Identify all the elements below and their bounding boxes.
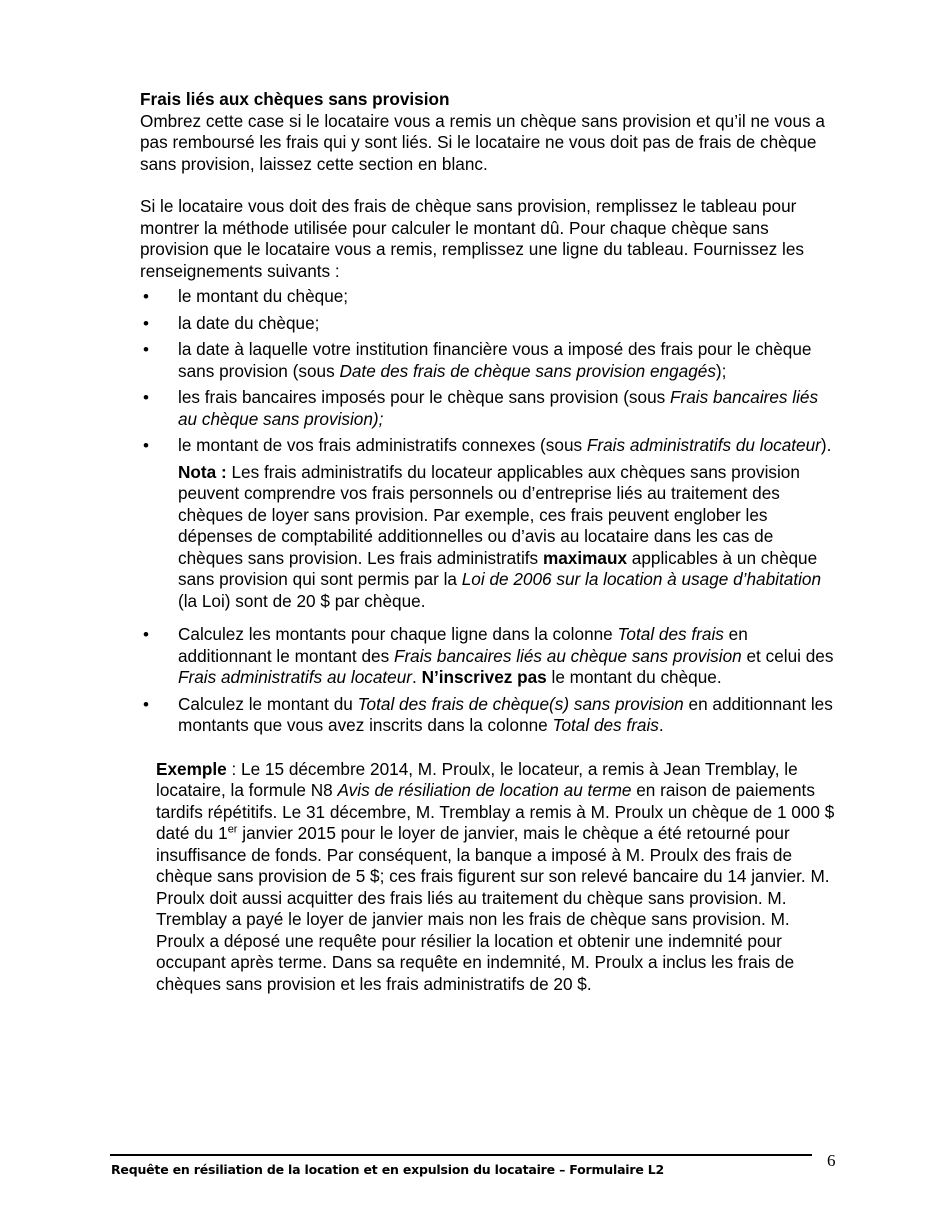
bullet-text: );	[715, 360, 727, 381]
bullet-italic-text: Total des frais	[552, 715, 659, 735]
calc-bullet-list	[140, 624, 840, 737]
bullet-text: et celui des	[741, 645, 834, 666]
bullet-fee-date	[140, 339, 840, 382]
bullet-italic-text: Frais bancaires liés au chèque sans provision);	[178, 387, 819, 429]
bullet-text: le montant du chèque.	[546, 667, 722, 687]
bullet-text: Calculez le montant du	[178, 693, 358, 714]
bullet-text: .	[412, 667, 422, 687]
example-text: janvier 2015 pour le loyer de janvier, mais le chèque a été retourné pour insuffisance de fonds. Par conséquent, la banque a imposé à M. Proulx des frais de chèque sans provision de 5 $; ces frais figurent sur son relevé bancaire du 14 janvier. M. Proulx doit aussi acquitter des frais liés au traitement du chèque sans provision. M. Tremblay a payé le loyer de janvier mais non les frais de chèque sans provision. M. Proulx a déposé une requête pour résilier la location et obtenir une indemnité pour occupant après terme. Dans sa requête en indemnité, M. Proulx a inclus les frais de chèques sans provision et les frais administratifs de 20 $.	[156, 823, 830, 994]
bullet-calc-line-totals	[140, 624, 840, 689]
example-label: Exemple	[156, 758, 227, 779]
bullet-italic-text: Total des frais de chèque(s) sans provision	[357, 693, 684, 714]
note-paragraph	[140, 462, 840, 613]
page-content	[140, 89, 840, 995]
bullet-text: Calculez les montants pour chaque ligne dans la colonne	[178, 624, 618, 644]
example-text: : Le 15 décembre 2014, M. Proulx, le locateur, a remis à Jean Tremblay, le locataire, la formule N8	[156, 758, 798, 800]
section-heading: Frais liés aux chèques sans provision	[140, 89, 450, 109]
page-number: 6	[827, 1151, 836, 1170]
bullet-text: .	[658, 715, 664, 735]
bullet-text: en additionnant le montant des	[178, 624, 748, 666]
bullet-italic-text: Date des frais de chèque sans provision engagés	[339, 360, 716, 381]
bullet-text: la date du chèque;	[178, 312, 320, 333]
bullet-italic-text: Frais administratifs au locateur	[178, 667, 413, 687]
note-text: Les frais administratifs du locateur applicables aux chèques sans provision peuvent comprendre vos frais personnels ou d’entreprise liés au traitement des chèques de loyer sans provision. Par exemple, ces frais peuvent englober les dépenses de comptabilité additionnelles ou d’avis au locataire dans les cas de chèques sans provision. Les frais administratifs	[178, 461, 800, 568]
ordinal-superscript: er	[227, 823, 238, 836]
bullet-text: ).	[820, 435, 832, 455]
bullet-text: la date à laquelle votre institution financière vous a imposé des frais pour le chèque sans provision (sous	[178, 339, 812, 381]
bullet-text: le montant de vos frais administratifs connexes (sous	[178, 435, 587, 455]
paragraph-gap	[140, 175, 840, 196]
bullet-italic-text: Frais bancaires liés au chèque sans provision	[393, 645, 742, 666]
law-title: Loi de 2006 sur la location à usage d’habitation	[461, 569, 822, 589]
bullet-text: le montant du chèque;	[178, 286, 349, 306]
note-label: Nota :	[178, 461, 227, 482]
bullet-italic-text: Total des frais	[617, 624, 724, 644]
bullet-admin-fees	[140, 435, 840, 457]
example-text: en raison de paiements tardifs répétitifs. Le 31 décembre, M. Tremblay a remis à M. Proulx un chèque de 1 000 $ daté du 1	[156, 780, 835, 843]
info-bullet-list	[140, 286, 840, 457]
bullet-text: en additionnant les montants que vous avez inscrits dans la colonne	[178, 693, 833, 735]
bullet-text: les frais bancaires imposés pour le chèque sans provision (sous	[178, 387, 671, 407]
bullet-bold-text: N’inscrivez pas	[421, 667, 547, 687]
bullet-italic-text: Frais administratifs du locateur	[586, 435, 821, 455]
footer-divider	[110, 1154, 812, 1156]
example-paragraph	[140, 759, 840, 996]
note-text: applicables à un chèque sans provision qui sont permis par la	[178, 547, 818, 589]
bullet-cheque-date	[140, 313, 840, 335]
section-instructions: Si le locataire vous doit des frais de chèque sans provision, remplissez le tableau pour montrer la méthode utilisée pour calculer le montant dû. Pour chaque chèque sans provision que le locataire vous a remis, remplissez une ligne du tableau. Fournissez les renseignements suivants :	[140, 196, 804, 281]
note-text: (la Loi) sont de 20 $ par chèque.	[178, 590, 426, 611]
bullet-cheque-amount	[140, 286, 840, 308]
section-intro: Ombrez cette case si le locataire vous a remis un chèque sans provision et qu’il ne vous a pas remboursé les frais qui y sont liés. Si le locataire ne vous doit pas de frais de chèque sans provision, laissez cette section en blanc.	[140, 110, 825, 174]
bullet-bank-fees	[140, 387, 840, 430]
note-bold-word: maximaux	[542, 547, 628, 568]
form-name: Avis de résiliation de location au terme	[337, 780, 632, 800]
bullet-calc-grand-total	[140, 694, 840, 737]
footer-title: Requête en résiliation de la location et en expulsion du locataire – Formulaire L2	[111, 1162, 665, 1177]
